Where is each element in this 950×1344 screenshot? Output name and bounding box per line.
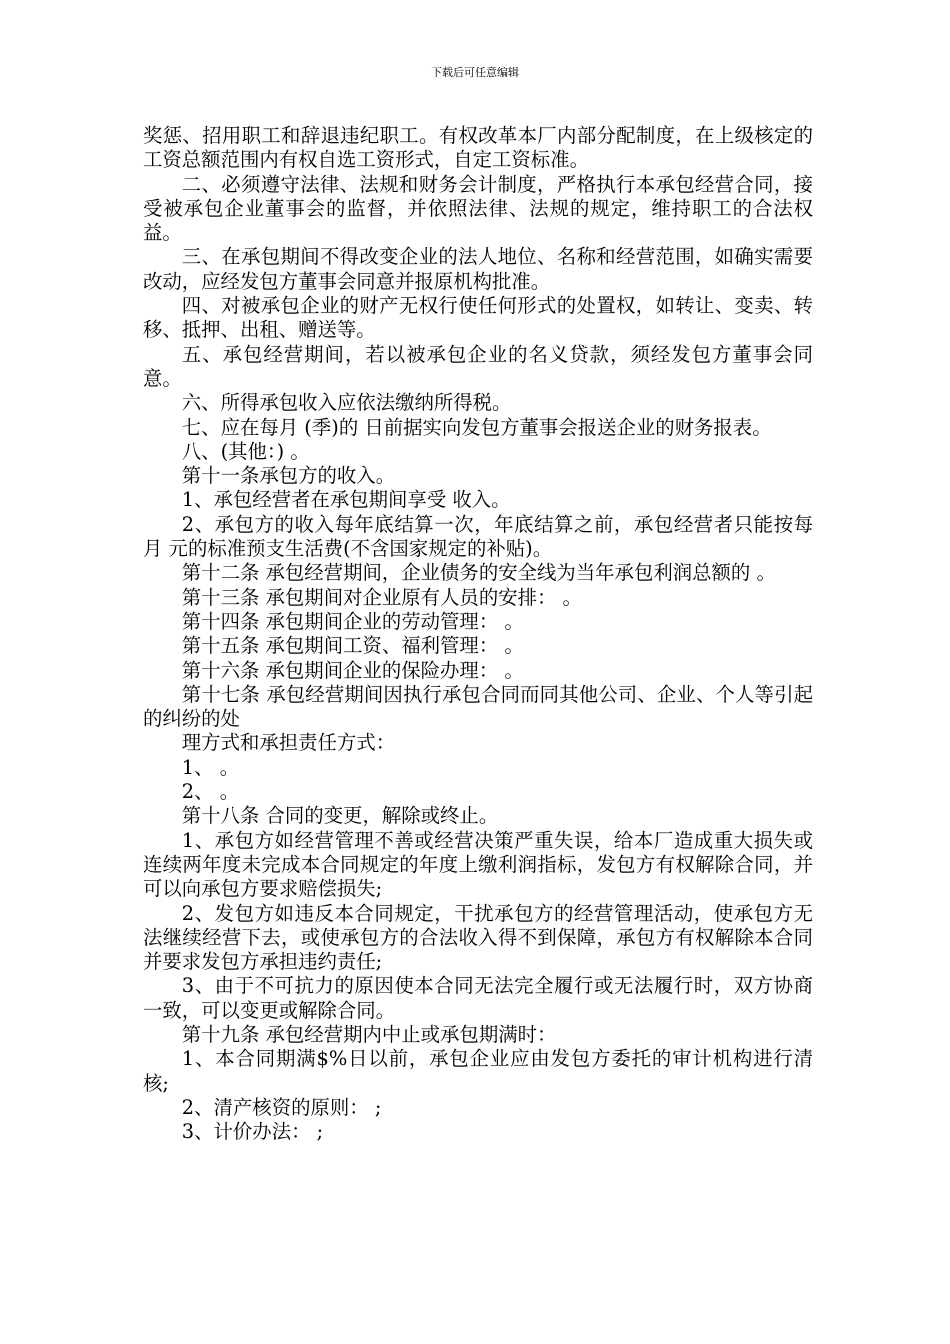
paragraph: 第十一条承包方的收入。 [181,464,396,488]
paragraph: 第十六条 承包期间企业的保险办理： 。 [181,658,524,682]
paragraph: 五、承包经营期间，若以被承包企业的名义贷款，须经发包方董事会同意。 [143,342,813,390]
paragraph: 2、发包方如违反本合同规定，干扰承包方的经营管理活动，使承包方无法继续经营下去，或使承包方的合法收入得不到保障，承包方有权解除本合同并要求发包方承担违约责任; [143,901,813,974]
paragraph: 四、对被承包企业的财产无权行使任何形式的处置权，如转让、变卖、转移、抵押、出租、赠送等。 [143,294,813,342]
paragraph: 3、由于不可抗力的原因使本合同无法完全履行或无法履行时，双方协商一致，可以变更或解除合同。 [143,974,813,1022]
paragraph: 理方式和承担责任方式： [181,731,396,755]
paragraph: 八、(其他：) 。 [181,439,310,463]
paragraph: 七、应在每月 (季)的 日前据实向发包方董事会报送企业的财务报表。 [181,415,772,439]
paragraph: 三、在承包期间不得改变企业的法人地位、名称和经营范围，如确实需要改动，应经发包方董事会同意并报原机构批准。 [143,245,813,293]
paragraph: 2、承包方的收入每年底结算一次，年底结算之前，承包经营者只能按每月 元的标准预支生活费(不含国家规定的补贴)。 [143,512,813,561]
paragraph: 奖惩、招用职工和辞退违纪职工。有权改革本厂内部分配制度，在上级核定的工资总额范围内有权自选工资形式，自定工资标准。 [143,124,813,172]
paragraph: 第十三条 承包期间对企业原有人员的安排： 。 [181,585,582,609]
paragraph: 第十四条 承包期间企业的劳动管理： 。 [181,609,524,633]
paragraph: 2、清产核资的原则： ; [181,1095,382,1119]
paragraph: 第十八条 合同的变更，解除或终止。 [181,804,499,828]
paragraph: 1、承包经营者在承包期间享受 收入。 [181,488,511,512]
page-header: 下载后可任意编辑 [431,66,519,79]
paragraph: 3、计价办法： ; [181,1120,324,1144]
paragraph: 六、所得承包收入应依法缴纳所得税。 [181,391,512,415]
paragraph: 第十七条 承包经营期间因执行承包合同而同其他公司、企业、个人等引起的纠纷的处 [143,682,813,731]
document-body [143,124,813,1144]
paragraph: 第十二条 承包经营期间，企业债务的安全线为当年承包利润总额的 。 [181,561,776,585]
paragraph: 1、本合同期满$%日以前，承包企业应由发包方委托的审计机构进行清核; [143,1047,813,1095]
paragraph: 1、承包方如经营管理不善或经营决策严重失误，给本厂造成重大损失或连续两年度未完成本合同规定的年度上缴利润指标，发包方有权解除合同，并可以向承包方要求赔偿损失; [143,828,813,901]
paragraph: 第十九条 承包经营期内中止或承包期满时： [181,1022,557,1046]
paragraph: 二、必须遵守法律、法规和财务会计制度，严格执行本承包经营合同，接受被承包企业董事会的监督，并依照法律、法规的规定，维持职工的合法权益。 [143,172,813,245]
paragraph: 2、 。 [181,780,240,804]
paragraph: 1、 。 [181,755,240,779]
paragraph: 第十五条 承包期间工资、福利管理： 。 [181,634,524,658]
